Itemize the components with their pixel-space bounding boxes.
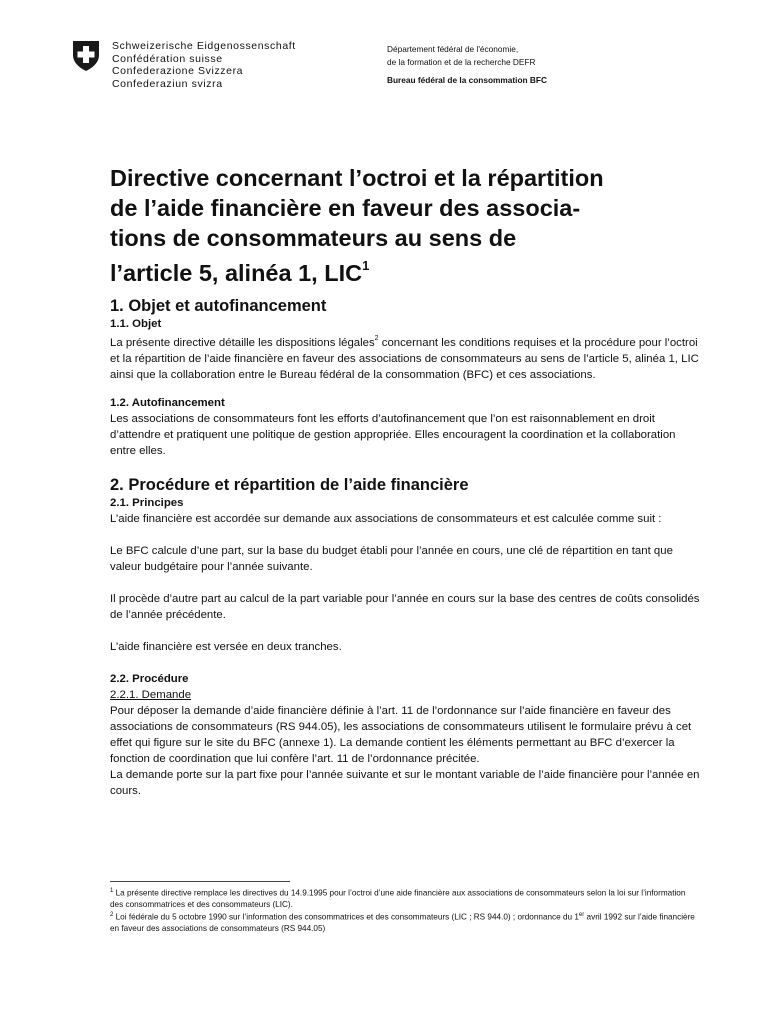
section-2-2-heading: 2.2. Procédure xyxy=(110,672,189,685)
footnote-2 xyxy=(110,910,700,934)
section-1-heading: 1. Objet et autofinancement xyxy=(110,297,327,315)
confederation-name-it: Confederazione Svizzera xyxy=(112,65,244,77)
footnote-2-reference: 2 xyxy=(374,335,379,342)
section-1-1-text-end: concernant les conditions requises et la procédure pour l’octroi et la répartition de l’aide financière en faveur des associations de consommateurs au sens de l’article 5, alinéa 1, LIC ainsi que la collaboration entre le Bureau fédéral de la consommation (BFC) et ces associations. xyxy=(110,336,699,381)
department-block xyxy=(387,43,547,87)
document-title xyxy=(110,163,710,288)
section-1-2-heading: 1.2. Autofinancement xyxy=(110,396,225,409)
confederation-name-fr: Confédération suisse xyxy=(112,52,223,65)
department-line-1: Département fédéral de l'économie, xyxy=(387,44,519,54)
confederation-name-rm: Confederaziun svizra xyxy=(112,77,223,90)
title-line-2: de l’aide financière en faveur des associa- xyxy=(110,195,581,221)
title-line-4: l’article 5, alinéa 1, LIC xyxy=(110,259,363,286)
confederation-name-de: Schweizerische Eidgenossenschaft xyxy=(112,40,296,52)
section-1-2-text: Les associations de consommateurs font les efforts d’autofinancement que l’on est raisonnablement en droit d’attendre et pratiquent une politique de gestion appropriée. Elles encouragent la coordination et la collaboration entre elles. xyxy=(110,412,676,457)
title-footnote-mark: 1 xyxy=(362,258,370,273)
section-2-2-1-paragraph-1: Pour déposer la demande d’aide financière définie à l’art. 11 de l’ordonnance sur l’aide financière en faveur des associations de consommateurs (RS 944.05), les associations de consommateurs utilisent le formulaire prévu à cet effet qui figure sur le site du BFC (annexe 1). La demande contient les éléments permettant au BFC d’exercer la fonction de coordination que lui confère l’art. 11 de l’ordonnance précitée. xyxy=(110,704,692,765)
footnotes xyxy=(110,886,700,934)
title-line-3: tions de consommateurs au sens de xyxy=(110,225,517,251)
section-2-2-1-paragraph-2: La demande porte sur la part fixe pour l’année suivante et sur le montant variable de l’aide financière pour l’année en cours. xyxy=(110,768,700,797)
swiss-coat-of-arms-icon xyxy=(72,40,100,72)
footnote-2-ordinal: er xyxy=(578,912,585,919)
department-line-2: de la formation et de la recherche DEFR xyxy=(387,57,536,67)
footnote-2-text: Loi fédérale du 5 octobre 1990 sur l’information des consommatrices et des consommateurs (LIC ; RS 944.0) ; ordonnance du 1 xyxy=(113,912,579,922)
section-1-1-text-start: La présente directive détaille les dispositions légales xyxy=(110,336,375,349)
footnote-1-text: La présente directive remplace les directives du 14.9.1995 pour l’octroi d’une aide financière aux associations de consommateurs selon la loi sur l’information des consommatrices et des consommateurs (LIC). xyxy=(110,888,686,909)
footnote-1 xyxy=(110,886,700,910)
section-1-1-text xyxy=(110,332,700,383)
section-2-2-1-heading: 2.2.1. Demande xyxy=(110,688,192,701)
title-line-1: Directive concernant l’octroi et la répartition xyxy=(110,165,604,191)
footnote-2-mark: 2 xyxy=(110,912,114,919)
footnote-separator xyxy=(110,881,290,882)
section-2-1-heading: 2.1. Principes xyxy=(110,496,184,509)
bureau-name: Bureau fédéral de la consommation BFC xyxy=(387,75,547,85)
confederation-names xyxy=(112,40,296,90)
section-2-1-paragraph-2: Le BFC calcule d’une part, sur la base du budget établi pour l’année en cours, une clé de répartition en tant que valeur budgétaire pour l’année suivante. xyxy=(110,544,673,573)
section-2-1-paragraph-3: Il procède d’autre part au calcul de la part variable pour l’année en cours sur la base des centres de coûts consolidés de l’année précédente. xyxy=(110,592,700,621)
section-1-1-heading: 1.1. Objet xyxy=(110,318,162,330)
section-2-1-paragraph-1: L’aide financière est accordée sur demande aux associations de consommateurs et est calculée comme suit : xyxy=(110,512,662,525)
footnote-1-mark: 1 xyxy=(110,888,114,894)
document-body xyxy=(110,296,700,799)
section-2-1-paragraph-4: L’aide financière est versée en deux tranches. xyxy=(110,640,342,653)
section-2-heading: 2. Procédure et répartition de l’aide financière xyxy=(110,475,469,494)
footnote-2-text-end: avril 1992 sur l’aide financière en faveur des associations de consommateurs (RS 944.05) xyxy=(110,912,695,934)
